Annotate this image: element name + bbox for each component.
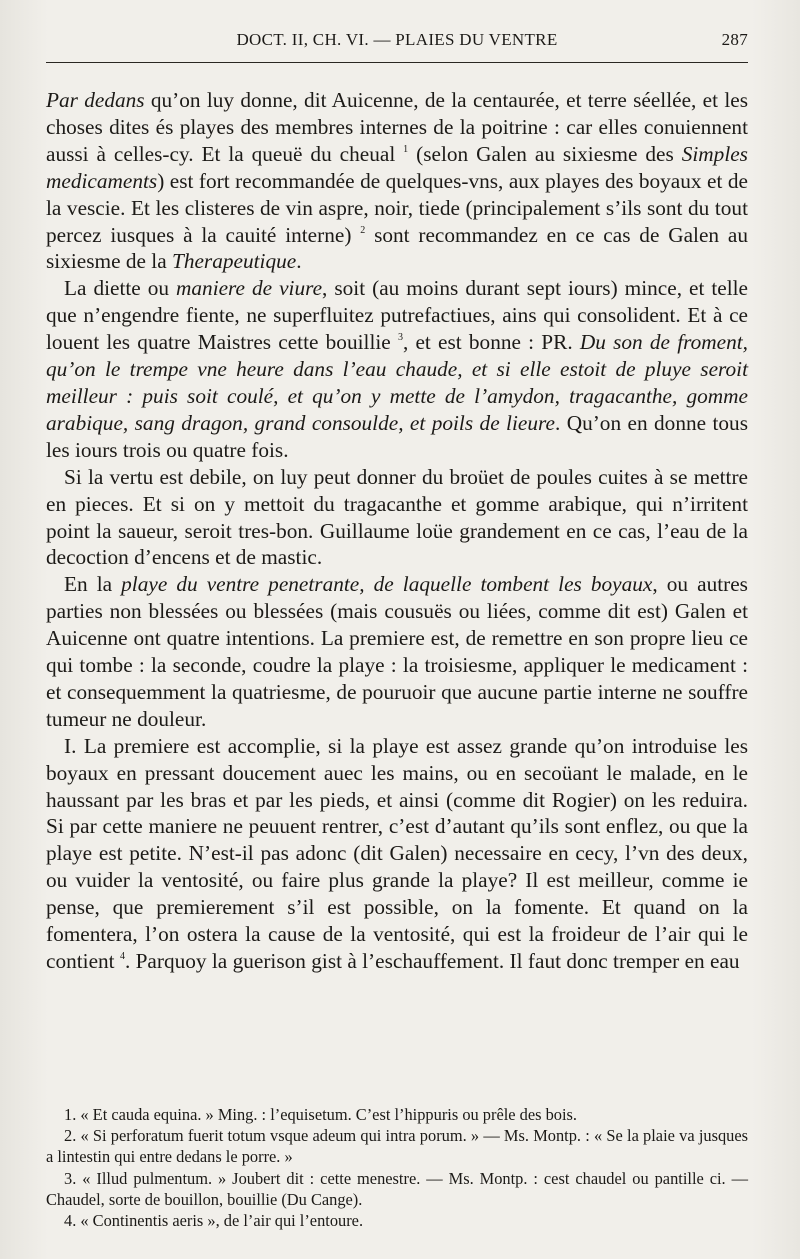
text-run: , et est bonne : PR. bbox=[402, 330, 580, 355]
footnote-4: 4. « Continentis aeris », de l’air qui l’entoure. bbox=[64, 1211, 364, 1231]
footnote-2: 2. « Si perforatum fuerit totum vsque adeum qui intra porum. » — Ms. Montp. : « Se la plaie va jusques a lintestin qui entre dedans le porre. » bbox=[46, 1126, 748, 1167]
text-run: . Qu’on en donne tous les iours trois ou quatre fois. bbox=[46, 410, 748, 462]
italic-text: Therapeutique bbox=[171, 249, 297, 274]
text-run: I. La premiere est accomplie, si la playe est assez grande qu’on introduise les boyaux en pressant doucement auec les mains, ou en secoüant le malade, en le haussant par les bras et par les pieds, et ainsi (comme dit Rogier) on les reduira. Si par cette maniere ne peuuent rentrer, c’est d’autant qu’ils sont enflez, ou que la playe est petite. N’est-il pas adonc (dit Galen) necessaire en cecy, l’vn des deux, ou vuider la ventosité, ou faire plus grande la playe? Il est meilleur, comme ie pense, que premierement s’il est possible, on la fomente. Et quand on la fomentera, l’on ostera la cause de la ventosité, qui est la froideur de l’air qui le contient bbox=[46, 733, 748, 973]
running-head bbox=[46, 30, 748, 54]
footnote-marker: 3 bbox=[397, 332, 403, 344]
text-run: . Parquoy la guerison gist à l’eschauffement. Il faut donc tremper en eau bbox=[124, 949, 740, 973]
footnote-3: 3. « Illud pulmentum. » Joubert dit : cette menestre. — Ms. Montp. : cest chaudel ou pantille ci. — Chaudel, sorte de bouillon, bouillie (Du Cange). bbox=[46, 1168, 748, 1209]
text-run: , ou autres parties non blessées ou blessées (mais cousuës ou liées, comme dit est) Galen et Auicenne ont quatre intentions. La premiere est, de remettre en son propre lieu ce qui tombe : la seconde, coudre la playe : la troisiesme, appliquer le medicament : et consequemment la quatriesme, de pouruoir que aucune partie interne ne souffre tumeur ne douleur. bbox=[46, 572, 748, 731]
text-run: qu’on luy donne, dit Auicenne, de la centaurée, et terre séellée, et les choses dites és playes des membres internes de la poitrine : car elles conuiennent aussi à celles-cy. Et la queuë du cheual bbox=[46, 88, 748, 166]
paragraph bbox=[46, 87, 748, 275]
footnote-marker: 2 bbox=[360, 224, 366, 236]
italic-text: Du son de froment, qu’on le trempe vne heure dans l’eau chaude, et si elle estoit de pluye seroit meilleur : puis soit coulé, et qu’on y mette de l’amydon, tragacanthe, gomme arabique, sang dragon, grand consoulde, et poils de lieure bbox=[46, 330, 748, 435]
text-run: Si la vertu est debile, on luy peut donner du broüet de poules cuites à se mettre en pieces. Et si on y mettoit du tragacanthe et gomme arabique, qui n’irritent point la saueur, seroit tres-bon. Guillaume loüe grandement en ce cas, l’eau de la decoction d’encens et de mastic. bbox=[46, 464, 748, 570]
paragraph bbox=[46, 571, 748, 732]
text-run: sont recommandez en ce cas de Galen au sixiesme de la bbox=[46, 222, 748, 274]
footnotes bbox=[46, 1104, 748, 1231]
text-run: ) est fort recommandée de quelques-vns, aux playes des boyaux et de la vescie. Et les clisteres de vin aspre, noir, tiede (principalement s’ils sont du tout percez iusques à la cauité interne) bbox=[46, 168, 748, 247]
header-rule bbox=[46, 62, 748, 63]
text-run: La diette ou bbox=[64, 276, 177, 301]
italic-text: maniere de viure bbox=[176, 276, 323, 301]
paragraph bbox=[46, 733, 748, 975]
italic-text: Par dedans bbox=[46, 88, 145, 112]
text-run: , soit (au moins durant sept iours) mince, et telle que n’engendre fiente, ne superfluitez putrefactiues, ains qui consolident. Et à ce louent les quatre Maistres cette bouillie bbox=[46, 276, 749, 355]
footnote-marker: 4 bbox=[119, 951, 125, 962]
text-run: . bbox=[296, 249, 302, 274]
italic-text: playe du ventre penetrante, de laquelle tombent les boyaux bbox=[121, 572, 653, 597]
paragraph bbox=[46, 464, 748, 572]
text-run: En la bbox=[64, 572, 122, 597]
paragraph bbox=[46, 275, 748, 463]
page-number: 287 bbox=[721, 30, 748, 49]
text-run: (selon Galen au sixiesme des bbox=[408, 141, 682, 166]
italic-text: Simples medicaments bbox=[46, 141, 748, 193]
running-title: DOCT. II, CH. VI. — PLAIES DU VENTRE bbox=[236, 30, 558, 49]
footnote-marker: 1 bbox=[403, 143, 409, 155]
footnote-1: 1. « Et cauda equina. » Ming. : l’equisetum. C’est l’hippuris ou prêle des bois. bbox=[64, 1105, 578, 1124]
body-text bbox=[46, 87, 748, 975]
